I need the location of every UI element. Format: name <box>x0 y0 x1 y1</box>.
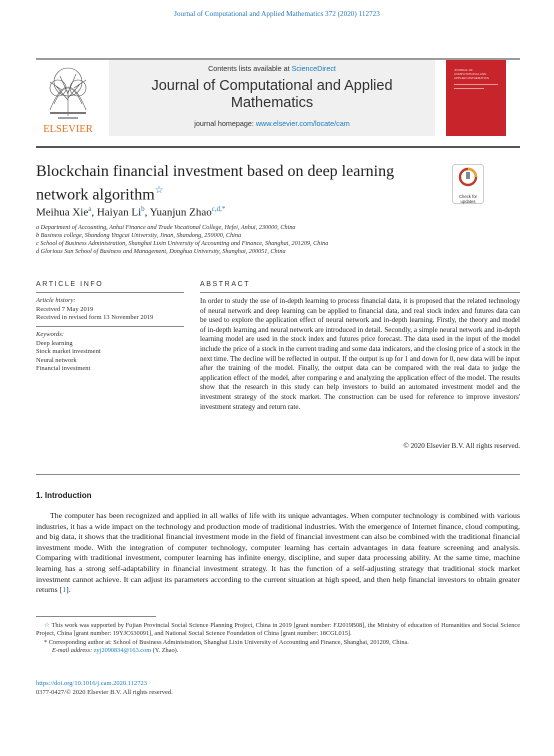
corresponding-footnote: * Corresponding author at: School of Business Administration, Shanghai Lixin University of Accounting and Finance, Shanghai, 201209, China. <box>44 638 409 646</box>
keyword: Deep learning <box>36 339 73 347</box>
elsevier-logo <box>36 60 100 136</box>
keyword: Stock market investment <box>36 348 101 355</box>
footnotes <box>36 622 520 656</box>
doi-link[interactable]: https://doi.org/10.1016/j.cam.2020.112723 <box>36 680 148 687</box>
keyword: Financial investment <box>36 365 91 372</box>
affiliation-item: c School of Business Administration, Shanghai Lixin University of Accounting and Finance, Shanghai, 201209, China <box>36 240 329 247</box>
affiliations <box>36 224 520 256</box>
contents-line: Contents lists available at ScienceDirect <box>208 64 336 73</box>
homepage-link[interactable]: www.elsevier.com/locate/cam <box>255 119 350 128</box>
email-link[interactable]: zyj2090834@163.com <box>93 647 152 655</box>
funding-footnote: ☆ This work was supported by Fujian Provincial Social Science Planning Project, China in 2019 [grant number: FJ2019B08], the Ministry of education of Humanities and Social Science Project, China [grant number: 19YJC630091], and National Social Science Foundation of China [grant number: 18CGL015]. <box>36 622 520 638</box>
abstract-copyright: © 2020 Elsevier B.V. All rights reserved. <box>403 442 520 450</box>
abstract-rule <box>200 292 520 293</box>
article-history: Article history: Received 7 May 2019 Received in revised form 13 November 2019 <box>36 297 154 321</box>
article-info-heading: ARTICLE INFO <box>36 281 104 288</box>
affiliation-item: d Glorious Sun School of Business and Management, Donghua University, Shanghai, 200051, China <box>36 248 286 255</box>
check-updates-icon <box>453 165 483 189</box>
affiliation-item: a Department of Accounting, Anhui Finance and Trade Vocational College, Hefei, Anhui, 230000, China <box>36 224 296 231</box>
author-name[interactable]: Haiyan Li <box>96 206 142 219</box>
journal-title: Journal of Computational and Applied Mathematics <box>151 78 393 111</box>
check-for-updates-badge[interactable]: Check for updates <box>452 164 484 204</box>
author-name[interactable]: Meihua Xie <box>36 206 89 219</box>
elsevier-tree-icon <box>36 60 100 136</box>
author-list: Meihua Xie$^a$, Haiyan Li$^b$, Yuanjun Zhao$^{c,d,*}$ <box>36 205 226 219</box>
footnote-star: ☆ <box>44 622 52 629</box>
introduction-paragraph: The computer has been recognized and applied in all walks of life with its unique advantages. When computer technology is combined with various industries, it has a wide impact on the technology and production mode of traditional industries. With the emergence of Internet finance, cloud computing, and big data, it shows that the traditional financial investment mode in the field of financial investment can also be combined with the traditional financial investment mode. With the integration of computer technology, computer learning has certain advantages in data feature screening and analysis. Comparing with traditional investment, computer learning has infinite energy, discipline, and super data processing ability. At the same time, machine learning has a strong self-adaptability in financial investment strategy. It has the function of a self-adjusting strategy that traditional stock market investment cannot achieve. It can adjust its parameters according to the current situation at high speed, and then help financial investors to obtain greater returns [1]. <box>36 511 520 595</box>
journal-cover-image <box>446 60 506 136</box>
doi-block <box>36 679 173 697</box>
footnote-asterisk: * <box>44 638 49 646</box>
abstract-heading: ABSTRACT <box>200 281 251 288</box>
article-info-rule <box>36 292 184 293</box>
body-divider <box>36 474 520 475</box>
keywords-block: Keywords: Deep learning Stock market investment Neural network Financial investment <box>36 331 186 374</box>
journal-citation[interactable]: Journal of Computational and Applied Mathematics 372 (2020) 112723 <box>174 10 380 18</box>
section-heading-introduction: 1. Introduction <box>36 491 92 500</box>
title-footnote-star[interactable]: ☆ <box>154 185 164 196</box>
article-title: Blockchain financial investment based on deep learning network algorithm☆ <box>36 163 395 204</box>
elsevier-wordmark: ELSEVIER <box>43 124 93 135</box>
issn-line: 0377-0427/© 2020 Elsevier B.V. All rights reserved. <box>36 689 173 696</box>
footnote-rule <box>36 616 156 617</box>
email-footnote: E-mail address: zyj2090834@163.com (Y. Zhao). <box>52 647 179 655</box>
header-divider <box>36 146 520 148</box>
abstract-text: In order to study the use of in-depth learning to process financial data, it is proposed that the related technology of neural network and deep learning can be applied to financial data, and real stock index and futures data can be used to explore the application effect of neural network and in-depth learning. Firstly, the theory and model of in-depth learning and neural network are introduced in detail. Secondly, a simple neural network and in-depth learning model are used in the stock index and futures price forecast. The data used in the input of the model include the price of a stock in the current trading and some data indicators, and the closing price of a stock in the next time. The decline will be reflected in output. If the output is up for 1 and down for 0, new data will be input after the training of the model. Finally, the output data can be compared with the real data to judge the application effect of the model, after comparing e and analyzing the application effect of the model. The results show that the research in this study can help investors to build an automated investment model and the investment strategy of the stock market. The construction can be used for reference to improve investors' investment strategy and return rate. <box>200 297 520 411</box>
journal-homepage: journal homepage: www.elsevier.com/locate/cam <box>194 119 350 128</box>
cover-title: JOURNAL OF COMPUTATIONAL AND APPLIED MATHEMATICS <box>454 68 489 80</box>
author-name[interactable]: Yuanjun Zhao <box>149 206 212 219</box>
sciencedirect-link[interactable]: ScienceDirect <box>291 64 336 73</box>
keyword: Neural network <box>36 356 77 364</box>
cover-pattern <box>446 60 506 136</box>
keywords-rule <box>36 326 184 327</box>
affiliation-item: b Business college, Shandong Yingcai University, Jinan, Shandong, 250000, China <box>36 232 242 239</box>
reference-link[interactable]: 1 <box>62 585 67 595</box>
